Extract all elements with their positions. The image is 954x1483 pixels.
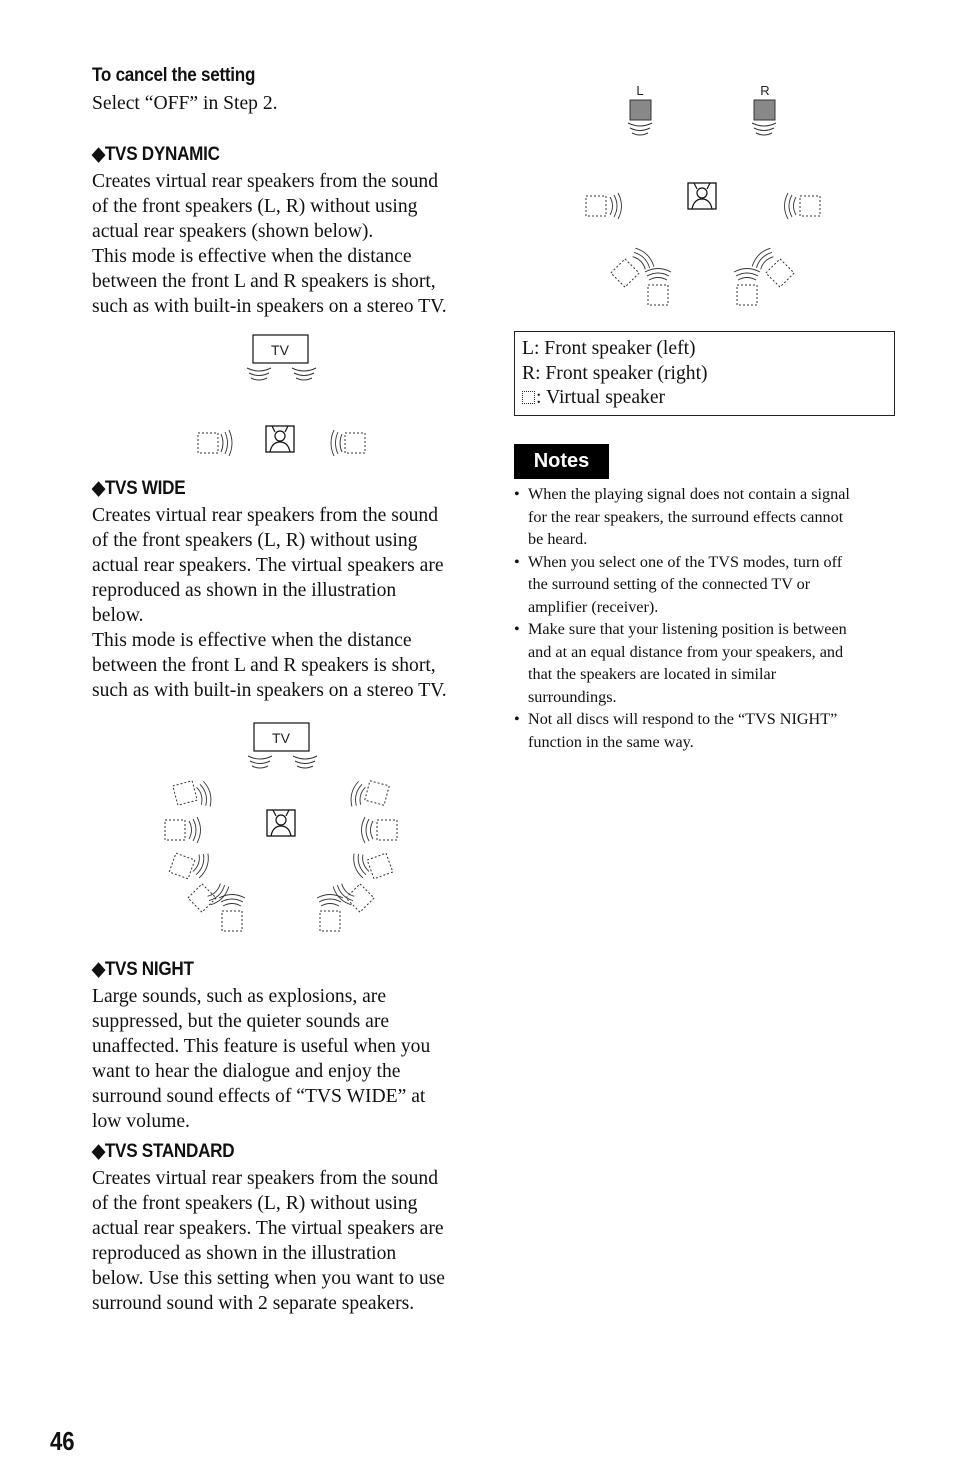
tv-label: TV: [272, 730, 290, 746]
tvs-night-heading: ◆TVS NIGHT: [92, 959, 194, 980]
virtual-speaker-icon: [734, 269, 760, 306]
virtual-speaker-icon: [750, 246, 794, 287]
virtual-speaker-icon: [165, 817, 201, 843]
virtual-speaker-icon: [331, 881, 374, 912]
tvs-dynamic-text: Creates virtual rear speakers from the sound of the front speakers (L, R) without using actual rear speakers (shown below). This mode is effective when the distance between the front L and R speakers is short, such as with built-in speakers on a stereo TV.: [92, 171, 447, 317]
sound-waves-icon: [752, 123, 776, 135]
list-item: • When the playing signal does not contain a signal for the rear speakers, the surround effects cannot be heard.: [514, 483, 900, 551]
speaker-legend: L: Front speaker (left) R: Front speaker (right) : Virtual speaker: [514, 331, 895, 416]
tvs-standard-heading: ◆TVS STANDARD: [92, 1141, 235, 1162]
left-speaker-label: L: [636, 83, 644, 98]
sound-waves-icon: [292, 368, 316, 380]
listener-icon: [688, 183, 716, 209]
sound-waves-icon: [221, 430, 232, 456]
virtual-speaker-icon: [349, 780, 390, 808]
front-speaker-right-icon: [754, 100, 775, 120]
sound-waves-icon: [248, 756, 272, 768]
virtual-speaker-icon: [173, 780, 214, 808]
virtual-speaker-icon: [198, 433, 218, 453]
tvs-night-text: Large sounds, such as explosions, are suppressed, but the quieter sounds are unaffected. This feature is useful when you want to hear the dialogue and enjoy the surround sound effects of “TVS WIDE” at low volume.: [92, 986, 431, 1132]
listener-icon: [266, 426, 294, 452]
cancel-text: Select “OFF” in Step 2.: [92, 93, 278, 114]
listener-icon: [267, 810, 295, 836]
sound-waves-icon: [247, 368, 271, 380]
list-item: • When you select one of the TVS modes, turn off the surround setting of the connected TV or amplifier (receiver).: [514, 551, 900, 619]
virtual-speaker-icon: [645, 269, 671, 306]
tvs-wide-text: Creates virtual rear speakers from the sound of the front speakers (L, R) without using actual rear speakers. The virtual speakers are reproduced as shown in the illustration below. This mode is effective when the distance between the front L and R speakers is short, such as with built-in speakers on a stereo TV.: [92, 505, 447, 701]
virtual-speaker-icon: [522, 391, 535, 404]
virtual-speaker-icon: [219, 895, 245, 932]
virtual-speaker-icon: [785, 193, 821, 219]
virtual-speaker-icon: [586, 193, 622, 219]
tv-label: TV: [271, 342, 289, 358]
notes-list: [514, 483, 900, 753]
tvs-wide-diagram: [155, 718, 415, 938]
page-number: 46: [50, 1426, 75, 1456]
tvs-standard-diagram: [575, 80, 835, 315]
virtual-speaker-icon: [345, 433, 365, 453]
sound-waves-icon: [331, 430, 342, 456]
virtual-speaker-icon: [351, 851, 393, 879]
front-speaker-left-icon: [630, 100, 651, 120]
virtual-speaker-icon: [611, 246, 656, 287]
tvs-dynamic-heading: ◆TVS DYNAMIC: [92, 144, 220, 165]
notes-badge: Notes: [514, 444, 609, 479]
virtual-speaker-icon: [317, 895, 343, 932]
virtual-speaker-icon: [362, 817, 398, 843]
right-speaker-label: R: [760, 83, 770, 98]
sound-waves-icon: [293, 756, 317, 768]
tvs-wide-heading: ◆TVS WIDE: [92, 478, 186, 499]
tvs-dynamic-diagram: [190, 330, 380, 465]
cancel-heading: To cancel the setting: [92, 65, 256, 86]
tvs-standard-text: Creates virtual rear speakers from the sound of the front speakers (L, R) without using actual rear speakers. The virtual speakers are reproduced as shown in the illustration below. Use this setting when you want to use surround sound with 2 separate speakers.: [92, 1168, 446, 1314]
virtual-speaker-icon: [169, 851, 211, 879]
list-item: • Make sure that your listening position is between and at an equal distance from your speakers, and that the speakers are located in similar surroundings.: [514, 618, 900, 708]
sound-waves-icon: [628, 123, 652, 135]
list-item: • Not all discs will respond to the “TVS NIGHT” function in the same way.: [514, 708, 900, 753]
virtual-speaker-icon: [188, 881, 231, 912]
